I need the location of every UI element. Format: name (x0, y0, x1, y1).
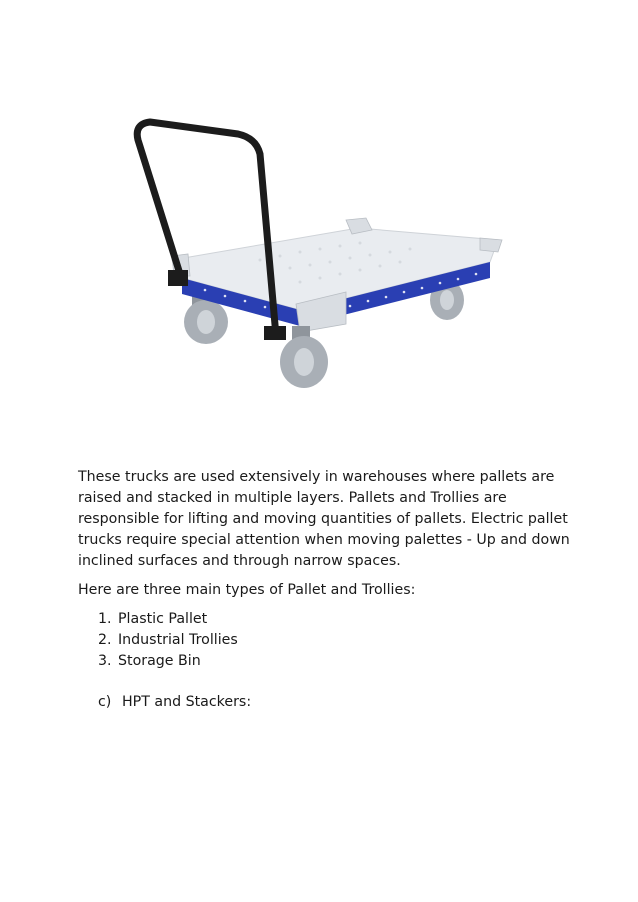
section-c-number: c) (98, 694, 112, 710)
list-item (98, 651, 578, 672)
types-intro-paragraph: Here are three main types of Pallet and Trollies: (78, 582, 416, 598)
types-list (78, 609, 578, 672)
list-item-label: Storage Bin (118, 653, 201, 669)
trolley-image (110, 100, 530, 410)
list-item-label: Plastic Pallet (118, 611, 208, 627)
section-c-heading (78, 692, 578, 713)
body-text (78, 467, 578, 713)
list-item-number: 3. (98, 653, 112, 669)
list-item-number: 2. (98, 632, 112, 648)
section-c-label: HPT and Stackers: (122, 694, 252, 710)
front-wheel (280, 326, 328, 388)
list-item (98, 609, 578, 630)
list-item-number: 1. (98, 611, 112, 627)
pallet-trolley-illustration (110, 100, 530, 410)
list-item-label: Industrial Trollies (118, 632, 238, 648)
intro-paragraph: These trucks are used extensively in warehouses where pallets are raised and stacked in multiple layers. Pallets and Trollies are responsible for lifting and moving quantities of pallets. Electric pallet trucks require special attention when moving palettes - Up and down inclined surfaces and through narrow spaces. (78, 469, 570, 569)
list-item (98, 630, 578, 651)
